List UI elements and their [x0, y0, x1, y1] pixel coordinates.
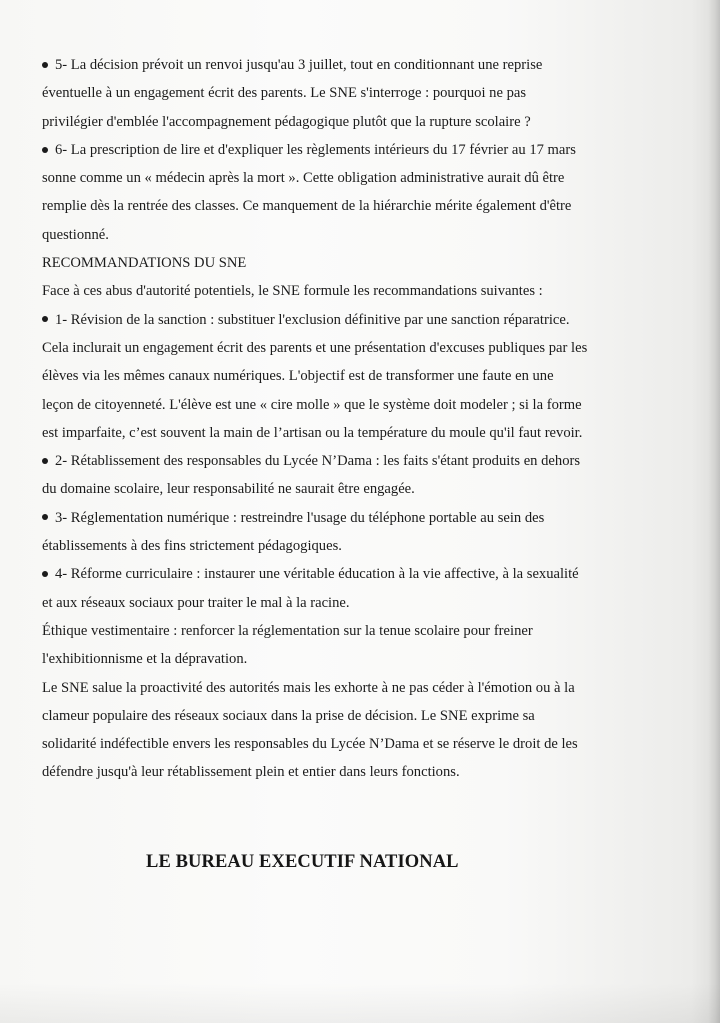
bullet-line — [42, 306, 654, 334]
line-text: 5- La décision prévoit un renvoi jusqu'au 3 juillet, tout en conditionnant une reprise — [55, 57, 543, 73]
page-edge-shadow — [708, 0, 720, 1023]
bullet-icon — [42, 458, 48, 464]
line-text: questionné. — [42, 226, 109, 243]
text-line — [42, 192, 654, 220]
line-text: 1- Révision de la sanction : substituer l'exclusion définitive par une sanction réparatrice. — [55, 311, 570, 328]
text-line — [42, 108, 654, 136]
line-text: Cela inclurait un engagement écrit des parents et une présentation d'excuses publiques par les — [42, 339, 588, 356]
text-line — [42, 419, 654, 447]
page-bottom-shadow — [0, 983, 720, 1023]
line-text: 6- La prescription de lire et d'expliquer les règlements intérieurs du 17 février au 17 mars — [55, 141, 576, 158]
text-line — [42, 758, 654, 786]
document-body — [42, 51, 654, 787]
line-text: Éthique vestimentaire : renforcer la réglementation sur la tenue scolaire pour freiner — [42, 622, 533, 639]
line-text: 2- Rétablissement des responsables du Lycée N’Dama : les faits s'étant produits en dehors — [55, 453, 581, 470]
line-text: 3- Réglementation numérique : restreindre l'usage du téléphone portable au sein des — [55, 509, 545, 526]
line-text: établissements à des fins strictement pédagogiques. — [42, 538, 342, 555]
line-text: Le SNE salue la proactivité des autorités mais les exhorte à ne pas céder à l'émotion ou à la — [42, 679, 575, 696]
line-text: et aux réseaux sociaux pour traiter le mal à la racine. — [42, 594, 350, 611]
text-line — [42, 674, 654, 702]
line-text: remplie dès la rentrée des classes. Ce manquement de la hiérarchie mérite également d'être — [42, 198, 572, 215]
signature-line: LE BUREAU EXECUTIF NATIONAL — [146, 852, 459, 872]
text-line — [42, 249, 654, 277]
text-line — [42, 589, 654, 617]
line-text: clameur populaire des réseaux sociaux dans la prise de décision. Le SNE exprime sa — [42, 707, 535, 724]
bullet-line — [42, 136, 654, 164]
bullet-icon — [42, 514, 48, 520]
bullet-icon — [42, 62, 48, 68]
text-line — [42, 362, 654, 390]
line-text: sonne comme un « médecin après la mort ». Cette obligation administrative aurait dû être — [42, 170, 565, 187]
text-line — [42, 221, 654, 249]
text-line — [42, 702, 654, 730]
line-text: l'exhibitionnisme et la dépravation. — [42, 651, 248, 668]
text-line — [42, 79, 654, 107]
line-text: privilégier d'emblée l'accompagnement pédagogique plutôt que la rupture scolaire ? — [42, 113, 531, 130]
text-line — [42, 475, 654, 503]
line-text: 4- Réforme curriculaire : instaurer une véritable éducation à la vie affective, à la sexualité — [55, 566, 579, 583]
line-text: défendre jusqu'à leur rétablissement plein et entier dans leurs fonctions. — [42, 764, 460, 781]
line-text: du domaine scolaire, leur responsabilité ne saurait être engagée. — [42, 481, 415, 498]
line-text: éventuelle à un engagement écrit des parents. Le SNE s'interroge : pourquoi ne pas — [42, 85, 527, 102]
text-line — [42, 730, 654, 758]
line-text: leçon de citoyenneté. L'élève est une « cire molle » que le système doit modeler ; si la forme — [42, 396, 582, 413]
text-line — [42, 277, 654, 305]
text-line — [42, 645, 654, 673]
bullet-line — [42, 560, 654, 588]
line-text: RECOMMANDATIONS DU SNE — [42, 255, 247, 272]
text-line — [42, 164, 654, 192]
line-text: est imparfaite, c’est souvent la main de l’artisan ou la température du moule qu'il faut revoir. — [42, 424, 583, 441]
line-text: Face à ces abus d'autorité potentiels, le SNE formule les recommandations suivantes : — [42, 283, 543, 300]
text-line — [42, 334, 654, 362]
bullet-icon — [42, 316, 48, 322]
bullet-icon — [42, 571, 48, 577]
text-line — [42, 617, 654, 645]
text-line — [42, 532, 654, 560]
line-text: élèves via les mêmes canaux numériques. L'objectif est de transformer une faute en une — [42, 368, 554, 385]
bullet-line — [42, 504, 654, 532]
text-line — [42, 391, 654, 419]
bullet-line — [42, 447, 654, 475]
bullet-icon — [42, 147, 48, 153]
line-text: solidarité indéfectible envers les responsables du Lycée N’Dama et se réserve le droit de les — [42, 736, 578, 753]
bullet-line — [42, 51, 654, 79]
